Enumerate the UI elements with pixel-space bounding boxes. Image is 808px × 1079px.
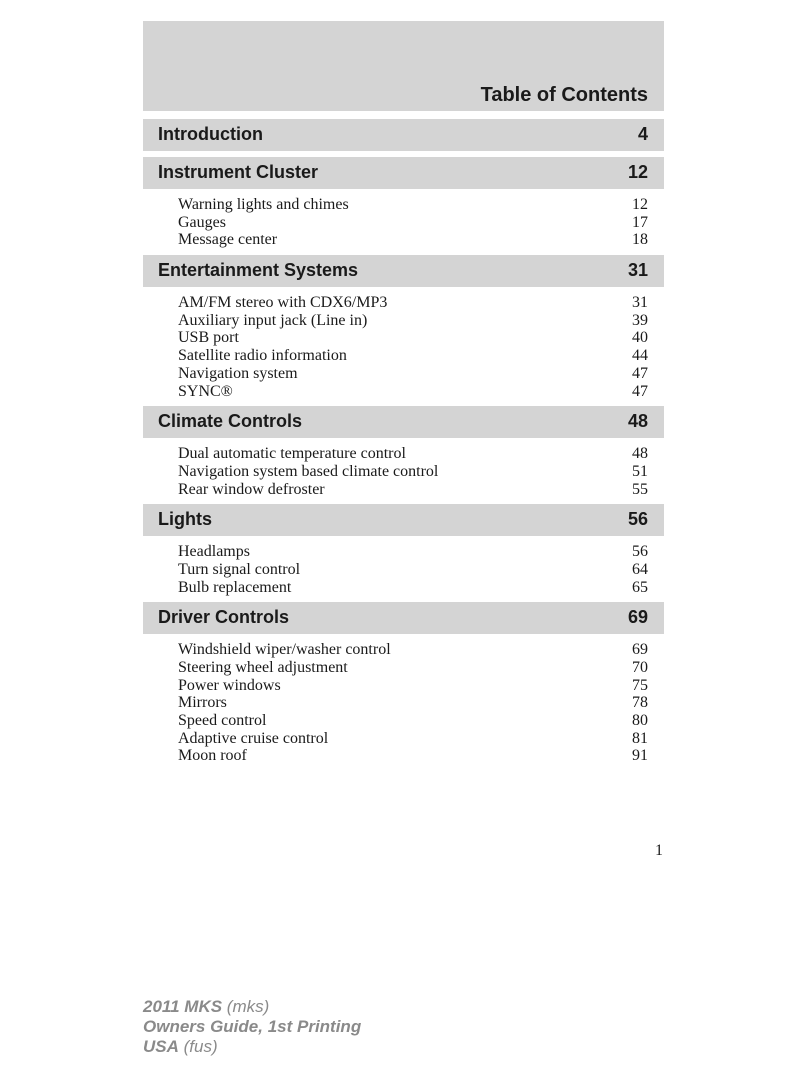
toc-entry[interactable] [143,196,664,214]
entry-title: Auxiliary input jack (Line in) [178,311,368,329]
entry-title: Windshield wiper/washer control [178,641,391,659]
page-title: Table of Contents [480,84,648,106]
entry-title: Power windows [178,676,281,694]
toc-section [143,602,664,765]
entry-title: Dual automatic temperature control [178,445,406,463]
entry-title: Speed control [178,712,267,730]
entry-page: 51 [632,462,648,480]
entry-title: Navigation system based climate control [178,462,439,480]
section-title: Introduction [158,124,263,144]
entry-title: SYNC® [178,382,233,400]
entry-title: Gauges [178,213,226,231]
entry-title: Rear window defroster [178,480,325,498]
section-page: 56 [627,509,648,530]
entry-title: Steering wheel adjustment [178,659,348,676]
entry-title: Adaptive cruise control [178,729,329,747]
page-number: 1 [655,842,663,859]
section-page: 48 [627,411,648,432]
footer-model: 2011 MKS [143,997,223,1016]
footer-guide: Owners Guide, 1st Printing [143,1017,362,1036]
entry-title: Navigation system [178,364,298,382]
section-page: 31 [627,260,648,281]
toc-section [143,255,664,400]
toc-entry[interactable] [143,347,664,365]
toc-entry[interactable] [143,677,664,695]
entry-page: 91 [632,747,648,765]
entry-page: 55 [632,480,648,498]
footer-line-1 [143,997,361,1017]
section-heading[interactable] [143,602,664,634]
entry-page: 75 [632,676,648,694]
toc-entry[interactable] [143,231,664,249]
toc-entry[interactable] [143,214,664,232]
toc-entry[interactable] [143,543,664,561]
section-heading[interactable] [143,119,664,151]
section-page: 69 [627,607,648,628]
entry-page: 47 [632,364,648,382]
toc-entry[interactable] [143,694,664,712]
toc-entry[interactable] [143,641,664,659]
entry-title: Message center [178,231,278,249]
section-heading[interactable] [143,406,664,438]
entry-page: 31 [632,294,648,312]
toc-section [143,406,664,498]
toc-entry[interactable] [143,747,664,765]
toc-entry[interactable] [143,481,664,499]
section-page: 12 [627,162,648,182]
toc-entry[interactable] [143,712,664,730]
toc-entry[interactable] [143,294,664,312]
section-title: Instrument Cluster [158,162,319,182]
entry-page: 80 [632,712,648,730]
toc-entry[interactable] [143,561,664,579]
entry-page: 17 [632,213,648,231]
entry-title: Satellite radio information [178,347,347,365]
toc-section [143,504,664,596]
entry-page: 69 [632,641,648,659]
entry-page: 39 [632,311,648,329]
entry-page: 78 [632,694,648,712]
section-title: Climate Controls [158,411,303,432]
section-title: Entertainment Systems [158,260,359,281]
toc-entry[interactable] [143,365,664,383]
toc-entry[interactable] [143,463,664,481]
entry-page: 44 [632,347,648,365]
entry-title: Mirrors [178,694,227,712]
entry-title: AM/FM stereo with CDX6/MP3 [178,294,388,312]
entry-title: USB port [178,329,239,347]
section-title: Driver Controls [158,607,290,628]
entry-page: 56 [632,543,648,561]
toc-entry[interactable] [143,659,664,677]
table-of-contents [143,119,664,771]
toc-entry[interactable] [143,312,664,330]
section-heading[interactable] [143,504,664,536]
footer-line-3 [143,1037,361,1057]
toc-entry[interactable] [143,445,664,463]
entry-title: Bulb replacement [178,578,292,596]
entry-page: 65 [632,578,648,596]
toc-entry[interactable] [143,329,664,347]
section-heading[interactable] [143,255,664,287]
footer-line-2 [143,1017,361,1037]
toc-entry[interactable] [143,579,664,597]
entry-title: Warning lights and chimes [178,196,349,213]
entry-page: 48 [632,445,648,463]
entry-title: Headlamps [178,543,250,561]
toc-section [143,157,664,249]
entry-page: 70 [632,659,648,676]
footer-market-code: (fus) [183,1037,218,1056]
entry-page: 64 [632,560,648,578]
entry-page: 18 [632,231,648,249]
entry-page: 12 [632,196,648,213]
section-title: Lights [158,509,212,530]
footer-market: USA [143,1037,179,1056]
section-heading[interactable] [143,157,664,189]
entry-title: Moon roof [178,747,247,765]
entry-page: 40 [632,329,648,347]
entry-title: Turn signal control [178,560,301,578]
section-page: 4 [637,124,648,144]
toc-section [143,119,664,151]
entry-page: 81 [632,729,648,747]
toc-entry[interactable] [143,383,664,401]
toc-entry[interactable] [143,730,664,748]
print-footer [143,997,361,1057]
footer-model-code: (mks) [226,997,270,1016]
entry-page: 47 [632,382,648,400]
toc-header [143,21,664,111]
